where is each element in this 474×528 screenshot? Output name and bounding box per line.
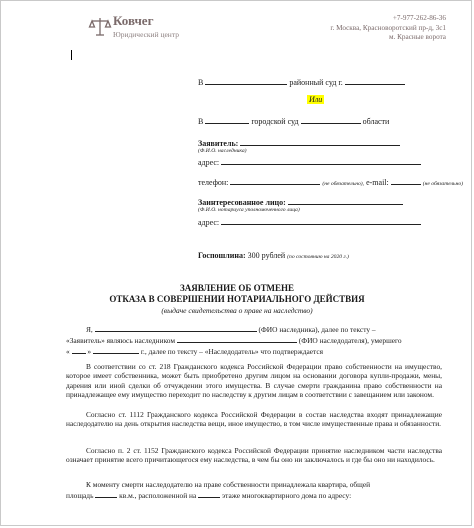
intro-line-1: Я, (ФИО наследника), далее по тексту –: [86, 325, 376, 334]
interested-label: Заинтересованное лицо:: [198, 196, 403, 207]
scales-icon: [88, 15, 112, 39]
intro-line-2: «Заявитель» являюсь наследником (ФИО наследодателя), умершего: [66, 336, 402, 345]
contact-address: г. Москва, Красноворотский пр-д, 3с1: [330, 23, 446, 32]
paragraph-2: Согласно ст. 1112 Гражданского кодекса Российской Федерации в состав наследства входят принадлежащие наследодателю на день открытия наследства вещи, иное имущество, в том числе имущественные права и обязанности.: [66, 410, 442, 429]
paragraph-3: Согласно п. 2 ст. 1152 Гражданского кодекса Российской Федерации принятие наследником части наследства означает принятие всего причитающегося ему наследства, в чем бы оно ни заключалось и где бы оно ни находилось.: [66, 446, 442, 465]
paragraph-1: В соответствии со ст. 218 Гражданского кодекса Российской Федерации право собственности на имущество, которое имеет собственника, может быть приобретено другим лицом на основании договора купли-продажи, мены, дарения или иной сделки об отчуждении этого имущества. В случае смерти гражданина право собственности на принадлежащее ему имущество переходит по наследству к другим лицам в соответствии с завещанием или законом.: [66, 362, 442, 400]
brand-name: Ковчег: [113, 13, 154, 28]
interested-hint: (Ф.И.О. нотариуса уполномоченного лица): [198, 207, 300, 213]
or-label: Или: [309, 95, 323, 104]
applicant-label: Заявитель:: [198, 137, 400, 148]
doc-subtitle: (выдаче свидетельства о праве на наследство): [161, 306, 313, 315]
interested-address[interactable]: адрес:: [198, 216, 421, 227]
court-line-city[interactable]: В городской суд области: [198, 117, 390, 126]
brand-subtitle: Юридический центр: [113, 30, 179, 39]
applicant-hint: (Ф.И.О. наследника): [198, 148, 247, 154]
intro-line-3: « » г., далее по тексту – «Наследодатель» что подтверждается: [66, 347, 324, 356]
paragraph-4: К моменту смерти наследодателю на праве собственности принадлежала квартира, общей площадь кв.м., расположенной на этаже многоквартирного дома по адресу:: [66, 480, 371, 501]
court-line-district[interactable]: В районный суд г.: [198, 76, 405, 87]
contact-phone: +7-977-262-86-36: [392, 14, 446, 22]
doc-title-2: ОТКАЗА В СОВЕРШЕНИИ НОТАРИАЛЬНОГО ДЕЙСТВИЯ: [109, 294, 365, 304]
phone-line[interactable]: телефон: (не обязательно), e-mail: (не обязательно): [198, 178, 464, 187]
fee-line: Госпошлина: 300 рублей (по состоянию на 2020 г.): [198, 251, 349, 260]
doc-title-1: ЗАЯВЛЕНИЕ ОБ ОТМЕНЕ: [180, 283, 294, 293]
contact-metro: м. Красные ворота: [388, 33, 446, 41]
contact-block: [330, 14, 446, 43]
applicant-address[interactable]: адрес:: [198, 156, 421, 167]
text-cursor: [71, 50, 72, 60]
